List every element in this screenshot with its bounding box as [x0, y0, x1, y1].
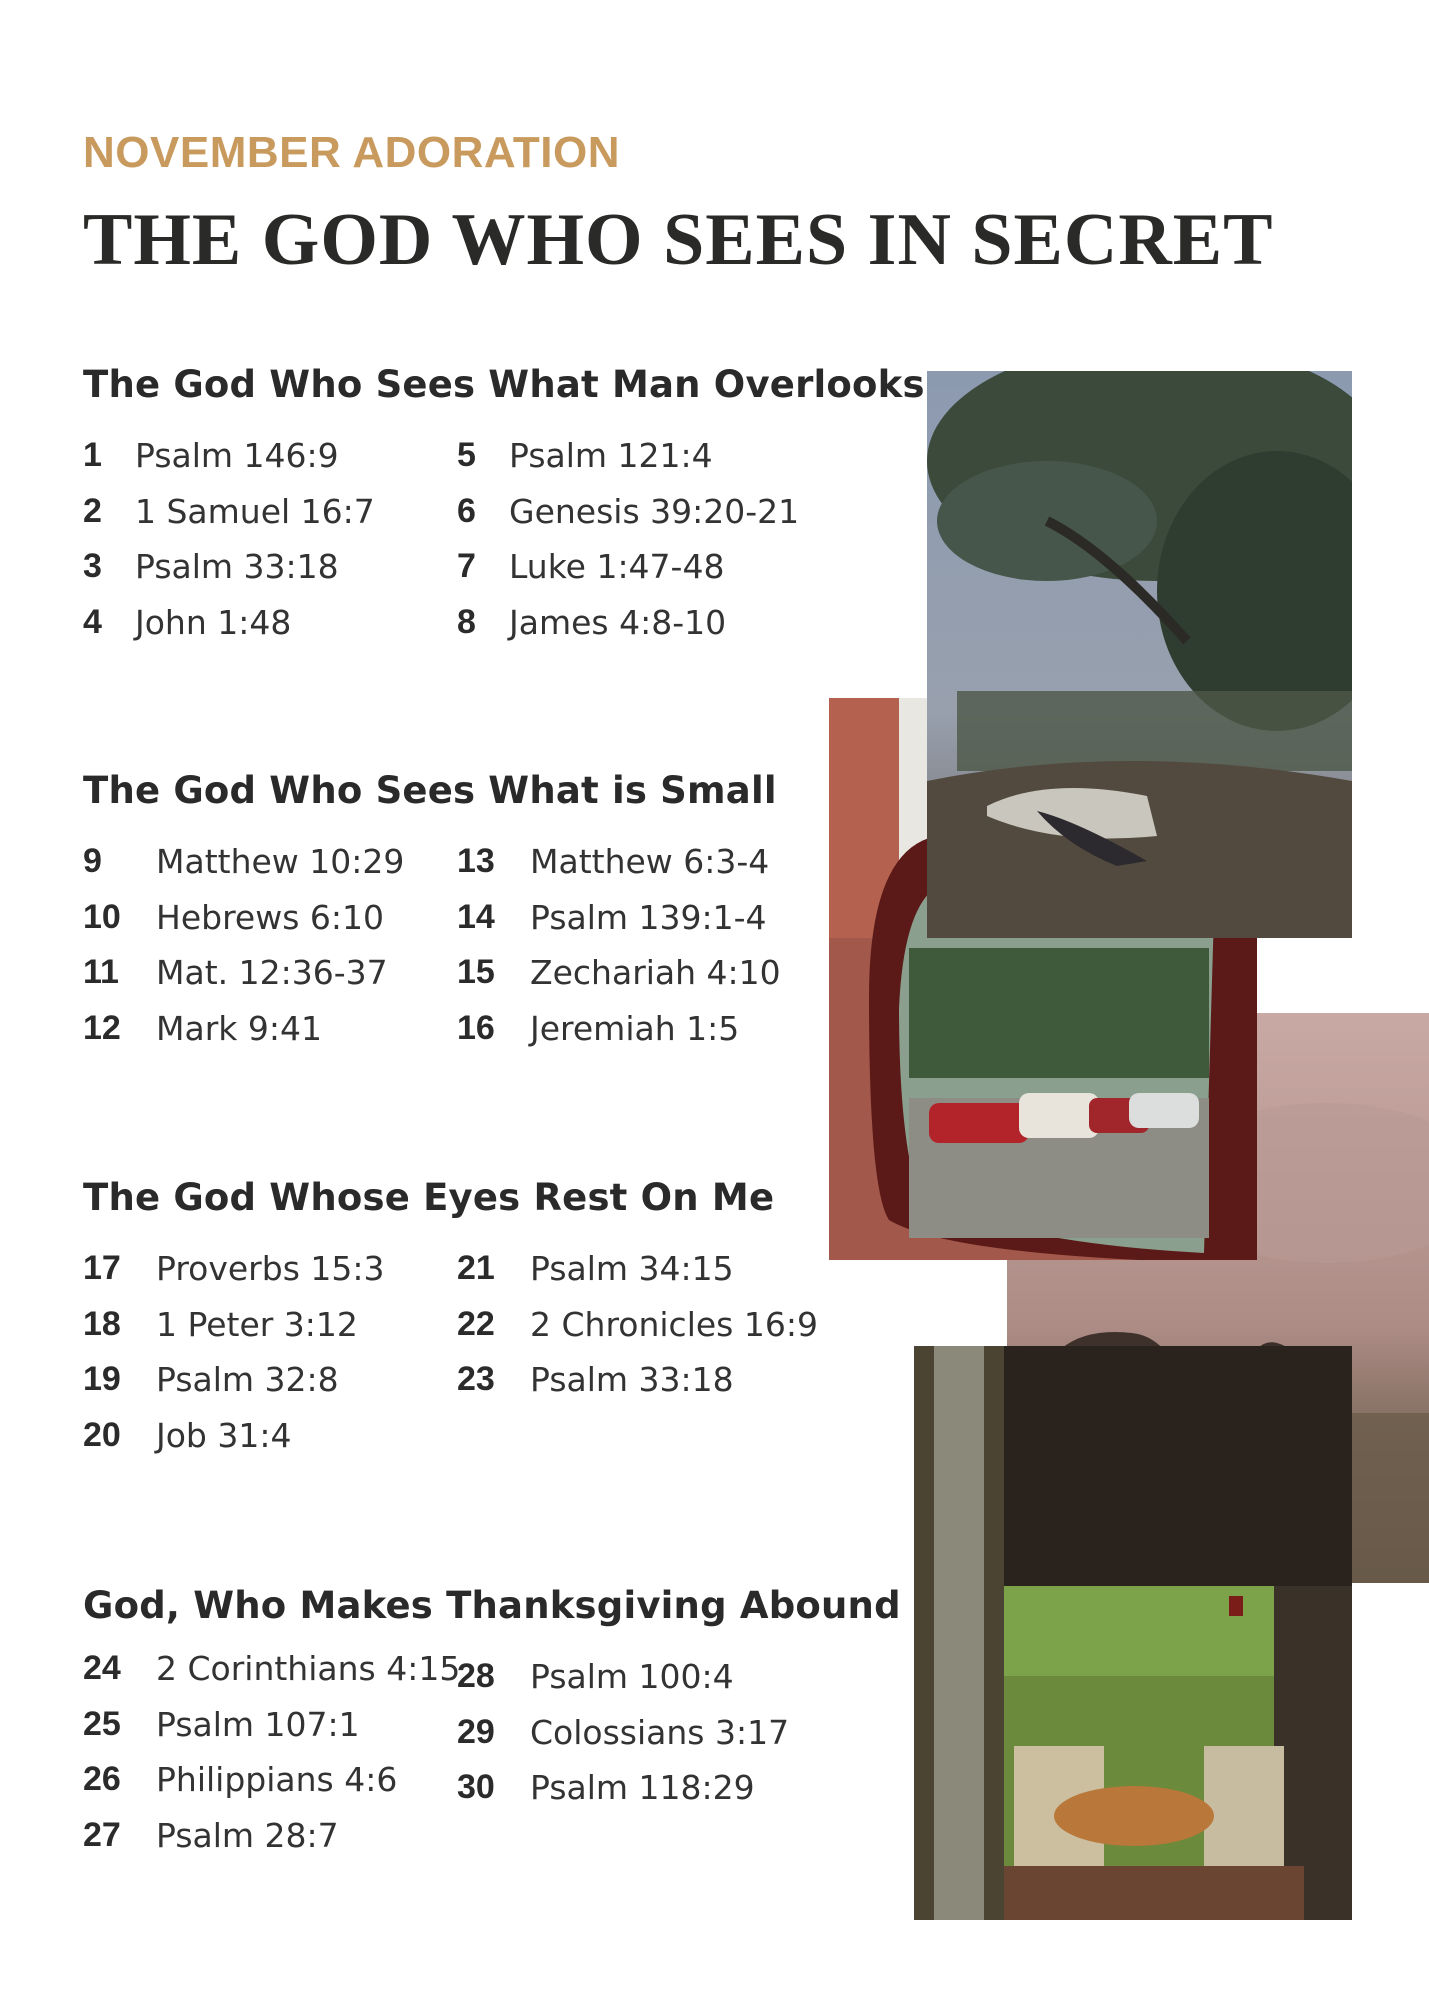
- reading-item: [457, 539, 799, 595]
- day-number: 7: [457, 547, 476, 586]
- reading-item: [83, 1408, 385, 1464]
- reading-item: [457, 1760, 789, 1816]
- scripture-ref: Genesis 39:20-21: [509, 491, 800, 531]
- scripture-ref: Psalm 33:18: [530, 1360, 734, 1400]
- reading-item: [83, 1001, 404, 1057]
- reading-item: [457, 834, 781, 890]
- scripture-ref: John 1:48: [135, 602, 292, 642]
- reading-item: [83, 1352, 385, 1408]
- day-number: 15: [457, 953, 495, 992]
- reading-item: [83, 1241, 385, 1297]
- scripture-ref: Philippians 4:6: [156, 1760, 398, 1800]
- day-number: 16: [457, 1008, 495, 1047]
- reading-item: [83, 1297, 385, 1353]
- reading-item: [83, 595, 375, 651]
- day-number: 11: [83, 953, 119, 992]
- day-number: 26: [83, 1760, 121, 1799]
- scripture-ref: Psalm 107:1: [156, 1704, 360, 1744]
- scripture-ref: 2 Chronicles 16:9: [530, 1304, 818, 1344]
- reading-item: [457, 1241, 818, 1297]
- day-number: 28: [457, 1657, 495, 1696]
- section-thanksgiving-abound: [83, 1584, 901, 1855]
- scripture-ref: Psalm 34:15: [530, 1249, 734, 1289]
- scripture-ref: Zechariah 4:10: [530, 953, 781, 993]
- day-number: 4: [83, 602, 102, 641]
- scripture-ref: Colossians 3:17: [530, 1712, 790, 1752]
- day-number: 27: [83, 1815, 121, 1854]
- reading-item: [457, 1649, 789, 1705]
- scripture-ref: Hebrews 6:10: [156, 897, 384, 937]
- reading-item: [83, 428, 375, 484]
- reading-item: [457, 945, 781, 1001]
- scripture-ref: 2 Corinthians 4:15: [156, 1649, 461, 1689]
- day-number: 12: [83, 1008, 121, 1047]
- day-number: 19: [83, 1360, 121, 1399]
- scripture-ref: Proverbs 15:3: [156, 1249, 385, 1289]
- scripture-ref: Psalm 139:1-4: [530, 897, 767, 937]
- day-number: 2: [83, 491, 102, 530]
- foggy-tree-photo: [927, 371, 1352, 938]
- day-number: 29: [457, 1712, 495, 1751]
- reading-item: [83, 1641, 460, 1697]
- scripture-ref: 1 Samuel 16:7: [135, 491, 375, 531]
- day-number: 18: [83, 1304, 121, 1343]
- day-number: 3: [83, 547, 102, 586]
- reading-item: [457, 1297, 818, 1353]
- day-number: 8: [457, 602, 476, 641]
- scripture-ref: Jeremiah 1:5: [530, 1008, 740, 1048]
- scripture-ref: Job 31:4: [156, 1415, 292, 1455]
- scripture-ref: Psalm 33:18: [135, 547, 339, 587]
- day-number: 20: [83, 1415, 121, 1454]
- day-number: 14: [457, 897, 495, 936]
- section-what-man-overlooks: [83, 363, 925, 642]
- reading-item: [457, 1001, 781, 1057]
- scripture-ref: Mat. 12:36-37: [156, 953, 388, 993]
- day-number: 1: [83, 436, 102, 475]
- day-number: 24: [83, 1649, 121, 1688]
- reading-item: [83, 1752, 460, 1808]
- day-number: 5: [457, 436, 476, 475]
- day-number: 17: [83, 1249, 121, 1288]
- day-number: 13: [457, 842, 495, 881]
- porch-doorway-photo: [914, 1346, 1352, 1920]
- reading-item: [457, 428, 799, 484]
- day-number: 6: [457, 491, 476, 530]
- section-heading: The God Whose Eyes Rest On Me: [83, 1176, 775, 1219]
- day-number: 22: [457, 1304, 495, 1343]
- reading-item: [457, 890, 781, 946]
- scripture-ref: Psalm 118:29: [530, 1768, 755, 1808]
- day-number: 9: [83, 842, 102, 881]
- reading-item: [83, 890, 404, 946]
- reading-item: [83, 484, 375, 540]
- scripture-ref: Matthew 10:29: [156, 842, 405, 882]
- scripture-ref: Psalm 100:4: [530, 1657, 734, 1697]
- reading-item: [457, 484, 799, 540]
- scripture-ref: Mark 9:41: [156, 1008, 322, 1048]
- eyebrow-label: NOVEMBER ADORATION: [83, 128, 620, 177]
- day-number: 30: [457, 1768, 495, 1807]
- scripture-ref: James 4:8-10: [509, 602, 727, 642]
- reading-item: [457, 595, 799, 651]
- reading-item: [83, 1697, 460, 1753]
- reading-item: [83, 539, 375, 595]
- scripture-ref: 1 Peter 3:12: [156, 1304, 358, 1344]
- scripture-ref: Psalm 121:4: [509, 436, 713, 476]
- scripture-ref: Psalm 28:7: [156, 1815, 339, 1855]
- section-eyes-rest-on-me: [83, 1176, 883, 1455]
- section-heading: The God Who Sees What is Small: [83, 769, 777, 812]
- section-heading: The God Who Sees What Man Overlooks: [83, 363, 925, 406]
- page-title: THE GOD WHO SEES IN SECRET: [83, 199, 1274, 281]
- reading-item: [83, 1808, 460, 1864]
- section-what-is-small: [83, 769, 883, 1048]
- reading-item: [83, 834, 404, 890]
- scripture-ref: Matthew 6:3-4: [530, 842, 770, 882]
- day-number: 21: [457, 1249, 495, 1288]
- scripture-ref: Psalm 32:8: [156, 1360, 339, 1400]
- day-number: 10: [83, 897, 121, 936]
- scripture-ref: Psalm 146:9: [135, 436, 339, 476]
- section-heading: God, Who Makes Thanksgiving Abound: [83, 1584, 901, 1627]
- reading-item: [457, 1705, 789, 1761]
- scripture-ref: Luke 1:47-48: [509, 547, 725, 587]
- day-number: 25: [83, 1704, 121, 1743]
- reading-item: [457, 1352, 818, 1408]
- day-number: 23: [457, 1360, 495, 1399]
- reading-item: [83, 945, 404, 1001]
